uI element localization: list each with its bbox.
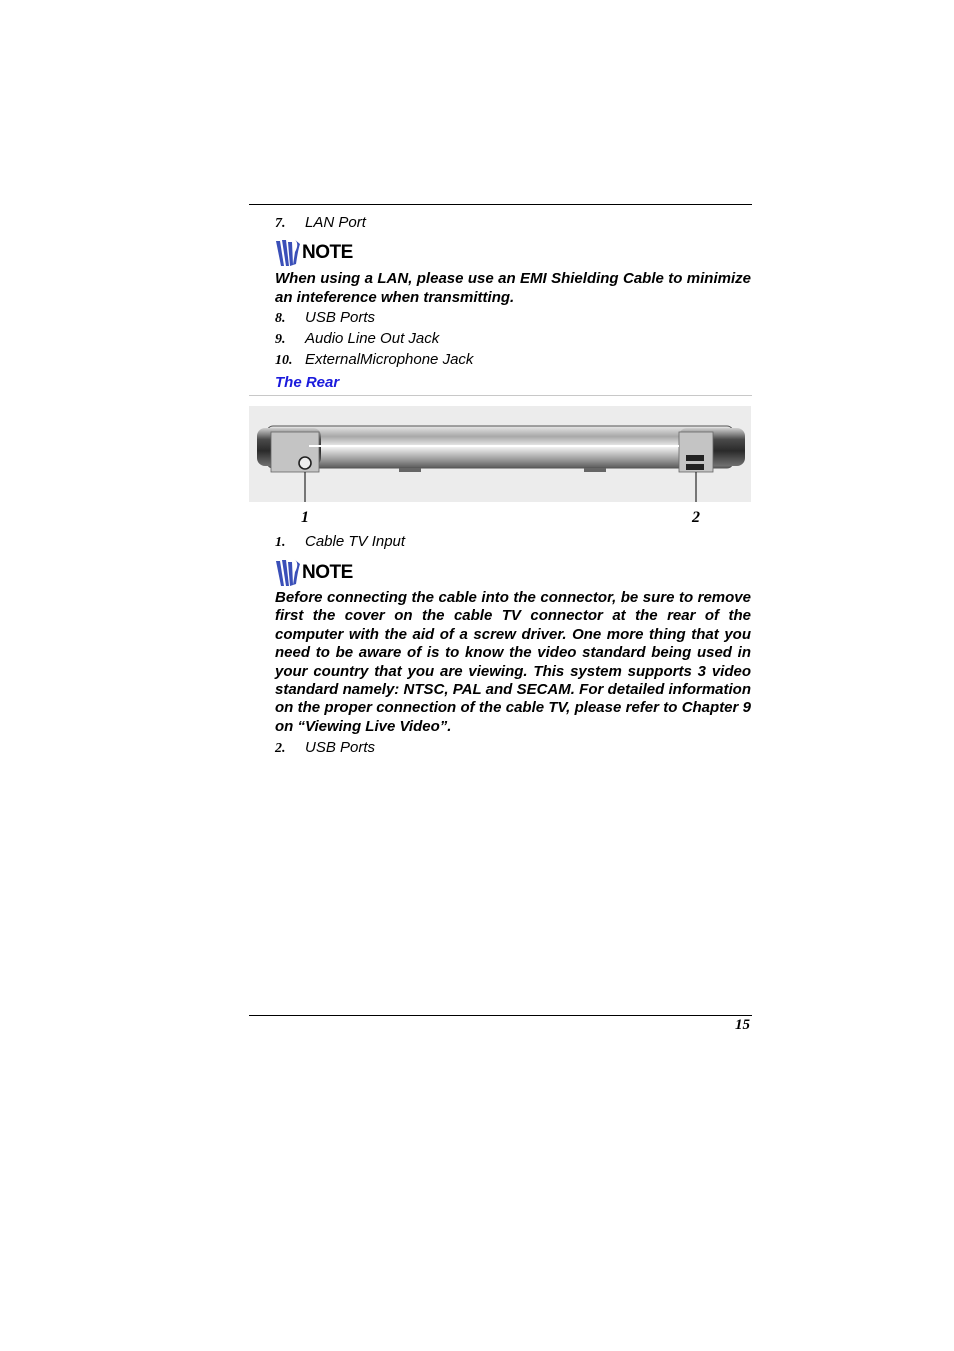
- footer-rule: [249, 1015, 752, 1016]
- note-label: NOTE: [302, 242, 353, 263]
- section-title: The Rear: [275, 374, 340, 391]
- item-label: ExternalMicrophone Jack: [305, 351, 474, 368]
- item-label: USB Ports: [305, 739, 376, 756]
- item-number: 8.: [275, 311, 286, 326]
- list-item: [275, 308, 755, 328]
- section-rule: [249, 395, 752, 396]
- note-hand-icon: [273, 558, 301, 588]
- callout-2: 2: [692, 509, 700, 526]
- note-label: NOTE: [302, 562, 353, 583]
- note-text: Before connecting the cable into the connector, be sure to remove first the cover on the cable TV connector at the rear of the computer with the aid of a screw driver. One more thing that you need to be aware of is to know the video standard being used in your country that you are viewing. This system supports 3 video standard namely: NTSC, PAL and SECAM. For detailed information on the proper connection of the cable TV, please refer to Chapter 9 on “Viewing Live Video”.: [275, 589, 751, 735]
- item-label: Audio Line Out Jack: [305, 330, 440, 347]
- item-number: 2.: [275, 741, 286, 756]
- item-number: 1.: [275, 535, 286, 550]
- item-number: 7.: [275, 216, 286, 231]
- note-text: When using a LAN, please use an EMI Shielding Cable to minimize an inteference when transmitting.: [275, 270, 751, 306]
- item-number: 10.: [275, 353, 293, 368]
- page-number: 15: [735, 1017, 750, 1033]
- laptop-rear-illustration: [249, 406, 751, 502]
- item-number: 9.: [275, 332, 286, 347]
- list-item: [275, 350, 755, 370]
- item-label: USB Ports: [305, 309, 376, 326]
- callout-1: 1: [301, 509, 309, 526]
- item-label: LAN Port: [305, 214, 366, 231]
- list-item: [275, 213, 755, 233]
- list-item: [275, 532, 755, 552]
- item-label: Cable TV Input: [305, 533, 406, 550]
- list-item: [275, 329, 755, 349]
- list-item: [275, 738, 755, 758]
- header-rule: [249, 204, 752, 205]
- note-hand-icon: [273, 238, 301, 268]
- laptop-rear-svg: [249, 406, 751, 502]
